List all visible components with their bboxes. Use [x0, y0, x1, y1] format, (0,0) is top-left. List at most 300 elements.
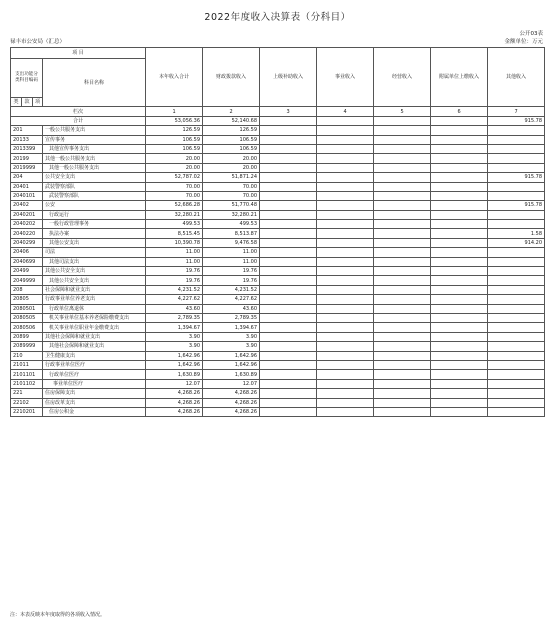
row-c5	[374, 238, 431, 247]
row-c1: 1,394.67	[146, 323, 203, 332]
total-c1: 53,056.36	[146, 116, 203, 125]
row-c2: 1,642.96	[203, 360, 260, 369]
total-c6	[431, 116, 488, 125]
row-c7	[488, 379, 545, 388]
row-c3	[260, 210, 317, 219]
col-num-6: 6	[431, 107, 488, 116]
row-c6	[431, 285, 488, 294]
col-num-7: 7	[488, 107, 545, 116]
col-header-5: 经营收入	[374, 48, 431, 107]
row-code: 2013399	[11, 144, 43, 153]
table-row	[11, 182, 545, 191]
table-row	[11, 351, 545, 360]
col-num-1: 1	[146, 107, 203, 116]
row-c2: 11.00	[203, 248, 260, 257]
row-c6	[431, 238, 488, 247]
row-c1: 19.76	[146, 267, 203, 276]
row-code: 2040201	[11, 210, 43, 219]
row-name: 一般行政管理事务	[43, 220, 146, 229]
row-c5	[374, 163, 431, 172]
table-row	[11, 238, 545, 247]
row-c7	[488, 154, 545, 163]
row-c2: 8,513.87	[203, 229, 260, 238]
row-c4	[317, 267, 374, 276]
row-name: 其他社会保障和就业支出	[43, 342, 146, 351]
table-row	[11, 126, 545, 135]
row-c6	[431, 323, 488, 332]
row-c1: 4,227.62	[146, 295, 203, 304]
row-name: 行政单位离退休	[43, 304, 146, 313]
row-c2: 20.00	[203, 154, 260, 163]
row-name: 其他公共安全支出	[43, 276, 146, 285]
row-c1: 4,231.52	[146, 285, 203, 294]
row-c1: 10,390.78	[146, 238, 203, 247]
row-c6	[431, 126, 488, 135]
row-code: 2040202	[11, 220, 43, 229]
row-c1: 19.76	[146, 276, 203, 285]
row-c1: 3.90	[146, 332, 203, 341]
table-row	[11, 360, 545, 369]
row-code: 22102	[11, 398, 43, 407]
row-c7	[488, 220, 545, 229]
table-row	[11, 210, 545, 219]
row-name: 行政事业单位医疗	[43, 360, 146, 369]
row-c2: 43.60	[203, 304, 260, 313]
form-code: 公开03表	[519, 31, 543, 37]
row-c1: 52,787.02	[146, 173, 203, 182]
row-c6	[431, 276, 488, 285]
row-c5	[374, 379, 431, 388]
col-num-2: 2	[203, 107, 260, 116]
row-c7	[488, 248, 545, 257]
row-c7	[488, 398, 545, 407]
row-c5	[374, 220, 431, 229]
row-c2: 2,789.35	[203, 313, 260, 322]
row-c2: 20.00	[203, 163, 260, 172]
total-row	[11, 116, 545, 125]
row-c3	[260, 276, 317, 285]
row-c5	[374, 210, 431, 219]
row-c6	[431, 154, 488, 163]
row-c1: 70.00	[146, 191, 203, 200]
row-c5	[374, 332, 431, 341]
row-c3	[260, 201, 317, 210]
row-c1: 126.59	[146, 126, 203, 135]
row-c2: 32,280.21	[203, 210, 260, 219]
table-row	[11, 257, 545, 266]
row-code: 20899	[11, 332, 43, 341]
row-c5	[374, 182, 431, 191]
row-c4	[317, 220, 374, 229]
table-row	[11, 144, 545, 153]
row-c3	[260, 342, 317, 351]
row-c6	[431, 144, 488, 153]
row-name: 机关事业单位职业年金缴费支出	[43, 323, 146, 332]
row-c4	[317, 229, 374, 238]
row-code: 2101101	[11, 370, 43, 379]
row-code: 204	[11, 173, 43, 182]
row-c6	[431, 210, 488, 219]
seg-lei: 类	[11, 98, 22, 107]
row-c4	[317, 154, 374, 163]
row-c3	[260, 144, 317, 153]
row-code: 2089999	[11, 342, 43, 351]
row-name: 卫生健康支出	[43, 351, 146, 360]
table-row	[11, 220, 545, 229]
row-c7: 914.20	[488, 238, 545, 247]
row-c2: 499.53	[203, 220, 260, 229]
row-c2: 9,476.58	[203, 238, 260, 247]
row-code: 20805	[11, 295, 43, 304]
row-c7	[488, 163, 545, 172]
row-name: 公安	[43, 201, 146, 210]
row-c4	[317, 379, 374, 388]
row-name: 司法	[43, 248, 146, 257]
row-c4	[317, 210, 374, 219]
table-row	[11, 201, 545, 210]
row-c3	[260, 379, 317, 388]
table-row	[11, 304, 545, 313]
row-c6	[431, 313, 488, 322]
row-c3	[260, 313, 317, 322]
row-c3	[260, 163, 317, 172]
row-c6	[431, 201, 488, 210]
footnote: 注：本表反映本年度取得的各项收入情况。	[10, 612, 106, 618]
row-c7	[488, 267, 545, 276]
row-c5	[374, 191, 431, 200]
row-c5	[374, 398, 431, 407]
col-header-3: 上级补助收入	[260, 48, 317, 107]
row-c7	[488, 210, 545, 219]
row-c2: 4,231.52	[203, 285, 260, 294]
row-c1: 43.60	[146, 304, 203, 313]
row-code: 2101102	[11, 379, 43, 388]
row-code: 2080506	[11, 323, 43, 332]
row-name: 其他公安支出	[43, 238, 146, 247]
row-c6	[431, 163, 488, 172]
row-c2: 3.90	[203, 342, 260, 351]
row-c7	[488, 191, 545, 200]
row-c1: 70.00	[146, 182, 203, 191]
row-c2: 51,770.48	[203, 201, 260, 210]
row-c3	[260, 220, 317, 229]
row-c5	[374, 154, 431, 163]
row-c1: 52,686.28	[146, 201, 203, 210]
row-name: 武装警察部队	[43, 182, 146, 191]
row-code: 2040299	[11, 238, 43, 247]
row-code: 208	[11, 285, 43, 294]
row-c7	[488, 304, 545, 313]
row-c4	[317, 126, 374, 135]
report-title: 2022年度收入决算表（分科目）	[204, 12, 351, 23]
row-c5	[374, 201, 431, 210]
row-c5	[374, 295, 431, 304]
table-row	[11, 389, 545, 398]
row-c6	[431, 304, 488, 313]
row-code: 2210201	[11, 407, 43, 416]
row-code: 2040699	[11, 257, 43, 266]
col-num-3: 3	[260, 107, 317, 116]
row-c6	[431, 389, 488, 398]
row-c4	[317, 304, 374, 313]
row-c1: 11.00	[146, 248, 203, 257]
row-c2: 4,268.26	[203, 389, 260, 398]
row-c6	[431, 360, 488, 369]
row-code: 2049999	[11, 276, 43, 285]
table-row	[11, 332, 545, 341]
row-c3	[260, 135, 317, 144]
row-c5	[374, 267, 431, 276]
row-c6	[431, 295, 488, 304]
row-code: 2080505	[11, 313, 43, 322]
row-c4	[317, 342, 374, 351]
org-name: 禄丰市公安局（汇总）	[10, 39, 66, 45]
row-name: 机关事业单位基本养老保险缴费支出	[43, 313, 146, 322]
row-name: 社会保障和就业支出	[43, 285, 146, 294]
row-c5	[374, 389, 431, 398]
row-c4	[317, 201, 374, 210]
seg-kuan: 款	[22, 98, 33, 107]
table-row	[11, 323, 545, 332]
row-c4	[317, 313, 374, 322]
row-label: 栏次	[11, 107, 146, 116]
name-label: 科目名称	[43, 59, 146, 107]
row-c2: 12.07	[203, 379, 260, 388]
row-c7: 915.78	[488, 173, 545, 182]
row-c7	[488, 332, 545, 341]
row-c5	[374, 135, 431, 144]
row-code: 2040101	[11, 191, 43, 200]
row-c3	[260, 407, 317, 416]
row-code: 20401	[11, 182, 43, 191]
row-c6	[431, 173, 488, 182]
row-name: 行政运行	[43, 210, 146, 219]
row-c3	[260, 323, 317, 332]
row-c3	[260, 398, 317, 407]
table-row	[11, 135, 545, 144]
row-c2: 4,268.26	[203, 398, 260, 407]
row-c2: 19.76	[203, 267, 260, 276]
row-c6	[431, 370, 488, 379]
row-c4	[317, 370, 374, 379]
row-code: 221	[11, 389, 43, 398]
row-c4	[317, 248, 374, 257]
col-header-2: 财政拨款收入	[203, 48, 260, 107]
row-c6	[431, 257, 488, 266]
row-c5	[374, 351, 431, 360]
row-c4	[317, 295, 374, 304]
row-c7	[488, 370, 545, 379]
table-row	[11, 163, 545, 172]
row-c1: 106.59	[146, 144, 203, 153]
row-c5	[374, 173, 431, 182]
row-c7	[488, 389, 545, 398]
row-code: 20199	[11, 154, 43, 163]
row-c7	[488, 257, 545, 266]
row-name: 事业单位医疗	[43, 379, 146, 388]
row-c1: 20.00	[146, 163, 203, 172]
row-c3	[260, 126, 317, 135]
row-c2: 1,630.89	[203, 370, 260, 379]
row-c3	[260, 370, 317, 379]
row-name: 一般公共服务支出	[43, 126, 146, 135]
row-c4	[317, 257, 374, 266]
row-c6	[431, 182, 488, 191]
table-row	[11, 173, 545, 182]
row-c3	[260, 285, 317, 294]
row-c2: 11.00	[203, 257, 260, 266]
row-c5	[374, 144, 431, 153]
row-c1: 499.53	[146, 220, 203, 229]
row-c5	[374, 323, 431, 332]
row-c7	[488, 295, 545, 304]
row-c6	[431, 407, 488, 416]
row-c4	[317, 389, 374, 398]
total-c5	[374, 116, 431, 125]
row-c2: 70.00	[203, 182, 260, 191]
row-c7	[488, 360, 545, 369]
row-c1: 106.59	[146, 135, 203, 144]
row-c1: 8,515.45	[146, 229, 203, 238]
row-c3	[260, 238, 317, 247]
row-c3	[260, 248, 317, 257]
row-c4	[317, 360, 374, 369]
row-c3	[260, 229, 317, 238]
row-name: 其他宣传事务支出	[43, 144, 146, 153]
col-num-5: 5	[374, 107, 431, 116]
row-c4	[317, 332, 374, 341]
row-c2: 4,227.62	[203, 295, 260, 304]
row-c4	[317, 163, 374, 172]
row-c7	[488, 285, 545, 294]
row-c5	[374, 276, 431, 285]
row-code: 20499	[11, 267, 43, 276]
row-c7	[488, 182, 545, 191]
col-header-7: 其他收入	[488, 48, 545, 107]
table-row	[11, 313, 545, 322]
total-c4	[317, 116, 374, 125]
row-c3	[260, 332, 317, 341]
row-c4	[317, 351, 374, 360]
row-c4	[317, 323, 374, 332]
row-name: 公共安全支出	[43, 173, 146, 182]
table-row	[11, 229, 545, 238]
row-c3	[260, 267, 317, 276]
table-row	[11, 407, 545, 416]
row-c5	[374, 229, 431, 238]
row-name: 其他司法支出	[43, 257, 146, 266]
col-header-4: 事业收入	[317, 48, 374, 107]
row-c3	[260, 351, 317, 360]
row-c6	[431, 135, 488, 144]
column-number-row	[11, 107, 545, 116]
row-c5	[374, 360, 431, 369]
row-c4	[317, 398, 374, 407]
row-name: 其他社会保障和就业支出	[43, 332, 146, 341]
row-c2: 4,268.26	[203, 407, 260, 416]
row-code: 21011	[11, 360, 43, 369]
project-header: 项 目	[11, 48, 146, 59]
code-label: 支出功能分类科目编码	[11, 59, 43, 98]
row-c2: 1,394.67	[203, 323, 260, 332]
revenue-table	[10, 47, 545, 417]
col-num-4: 4	[317, 107, 374, 116]
row-c4	[317, 407, 374, 416]
row-c5	[374, 248, 431, 257]
table-row	[11, 267, 545, 276]
row-name: 执法办案	[43, 229, 146, 238]
row-c3	[260, 360, 317, 369]
table-row	[11, 191, 545, 200]
row-c1: 2,789.35	[146, 313, 203, 322]
row-name: 住房改革支出	[43, 398, 146, 407]
row-c4	[317, 191, 374, 200]
row-c1: 3.90	[146, 342, 203, 351]
row-code: 2040220	[11, 229, 43, 238]
row-c3	[260, 173, 317, 182]
row-c7	[488, 323, 545, 332]
row-c5	[374, 126, 431, 135]
row-c2: 126.59	[203, 126, 260, 135]
row-c3	[260, 182, 317, 191]
table-row	[11, 295, 545, 304]
row-code: 2080501	[11, 304, 43, 313]
seg-xiang: 项	[33, 98, 43, 107]
table-row	[11, 276, 545, 285]
row-c1: 12.07	[146, 379, 203, 388]
col-header-1: 本年收入合计	[146, 48, 203, 107]
row-c6	[431, 191, 488, 200]
row-c4	[317, 135, 374, 144]
row-c3	[260, 304, 317, 313]
row-c6	[431, 267, 488, 276]
row-c6	[431, 332, 488, 341]
row-c5	[374, 285, 431, 294]
row-name: 住房公积金	[43, 407, 146, 416]
row-c2: 51,871.24	[203, 173, 260, 182]
row-name: 住房保障支出	[43, 389, 146, 398]
row-c1: 32,280.21	[146, 210, 203, 219]
row-c1: 4,268.26	[146, 398, 203, 407]
row-c7	[488, 351, 545, 360]
row-name: 其他一般公共服务支出	[43, 163, 146, 172]
row-c2: 70.00	[203, 191, 260, 200]
row-c5	[374, 304, 431, 313]
row-c6	[431, 379, 488, 388]
row-name: 宣传事务	[43, 135, 146, 144]
row-c4	[317, 238, 374, 247]
row-c4	[317, 144, 374, 153]
table-row	[11, 285, 545, 294]
table-row	[11, 248, 545, 257]
row-code: 20406	[11, 248, 43, 257]
row-c7	[488, 407, 545, 416]
row-c3	[260, 154, 317, 163]
row-c4	[317, 285, 374, 294]
row-c7: 1.58	[488, 229, 545, 238]
row-c7	[488, 276, 545, 285]
row-name: 其他公共安全支出	[43, 267, 146, 276]
row-c6	[431, 229, 488, 238]
row-c7: 915.78	[488, 201, 545, 210]
row-c7	[488, 342, 545, 351]
table-row	[11, 370, 545, 379]
total-c7: 915.78	[488, 116, 545, 125]
row-code: 201	[11, 126, 43, 135]
unit-label: 金额单位：万元	[504, 39, 543, 45]
table-row	[11, 154, 545, 163]
table-row	[11, 379, 545, 388]
